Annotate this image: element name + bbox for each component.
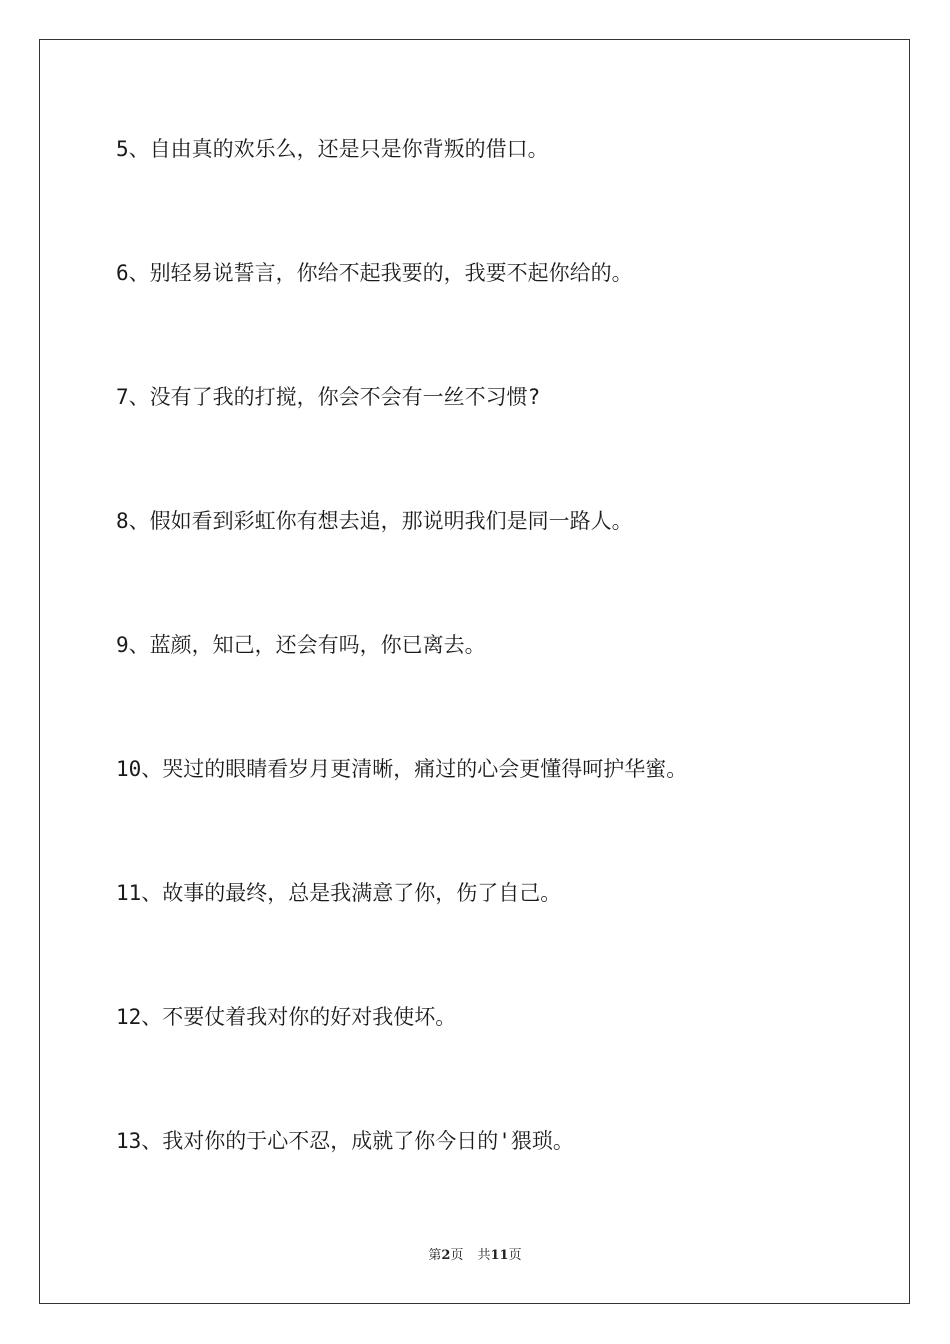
- total-prefix: 共: [477, 1248, 491, 1263]
- text-line-5: 5、自由真的欢乐么，还是只是你背叛的借口。: [116, 137, 549, 161]
- text-line-7: 7、没有了我的打搅，你会不会有一丝不习惯?: [116, 385, 541, 409]
- text-line-9: 9、蓝颜，知己，还会有吗，你已离去。: [116, 633, 486, 657]
- text-line-13: 13、我对你的于心不忍，成就了你今日的'猥琐。: [116, 1129, 574, 1153]
- total-pages: 11: [490, 1248, 509, 1263]
- text-line-10: 10、哭过的眼睛看岁月更清晰，痛过的心会更懂得呵护华蜜。: [116, 757, 688, 781]
- page-border: [39, 39, 910, 1304]
- page-prefix: 第: [428, 1248, 442, 1263]
- page-footer: [0, 1248, 950, 1264]
- text-line-6: 6、别轻易说誓言，你给不起我要的，我要不起你给的。: [116, 261, 633, 285]
- text-line-8: 8、假如看到彩虹你有想去追，那说明我们是同一路人。: [116, 509, 633, 533]
- page-number: 2: [441, 1248, 451, 1263]
- total-suffix: 页: [508, 1248, 522, 1263]
- text-line-11: 11、故事的最终，总是我满意了你，伤了自己。: [116, 881, 562, 905]
- page-suffix: 页: [450, 1248, 464, 1263]
- text-line-12: 12、不要仗着我对你的好对我使坏。: [116, 1005, 457, 1029]
